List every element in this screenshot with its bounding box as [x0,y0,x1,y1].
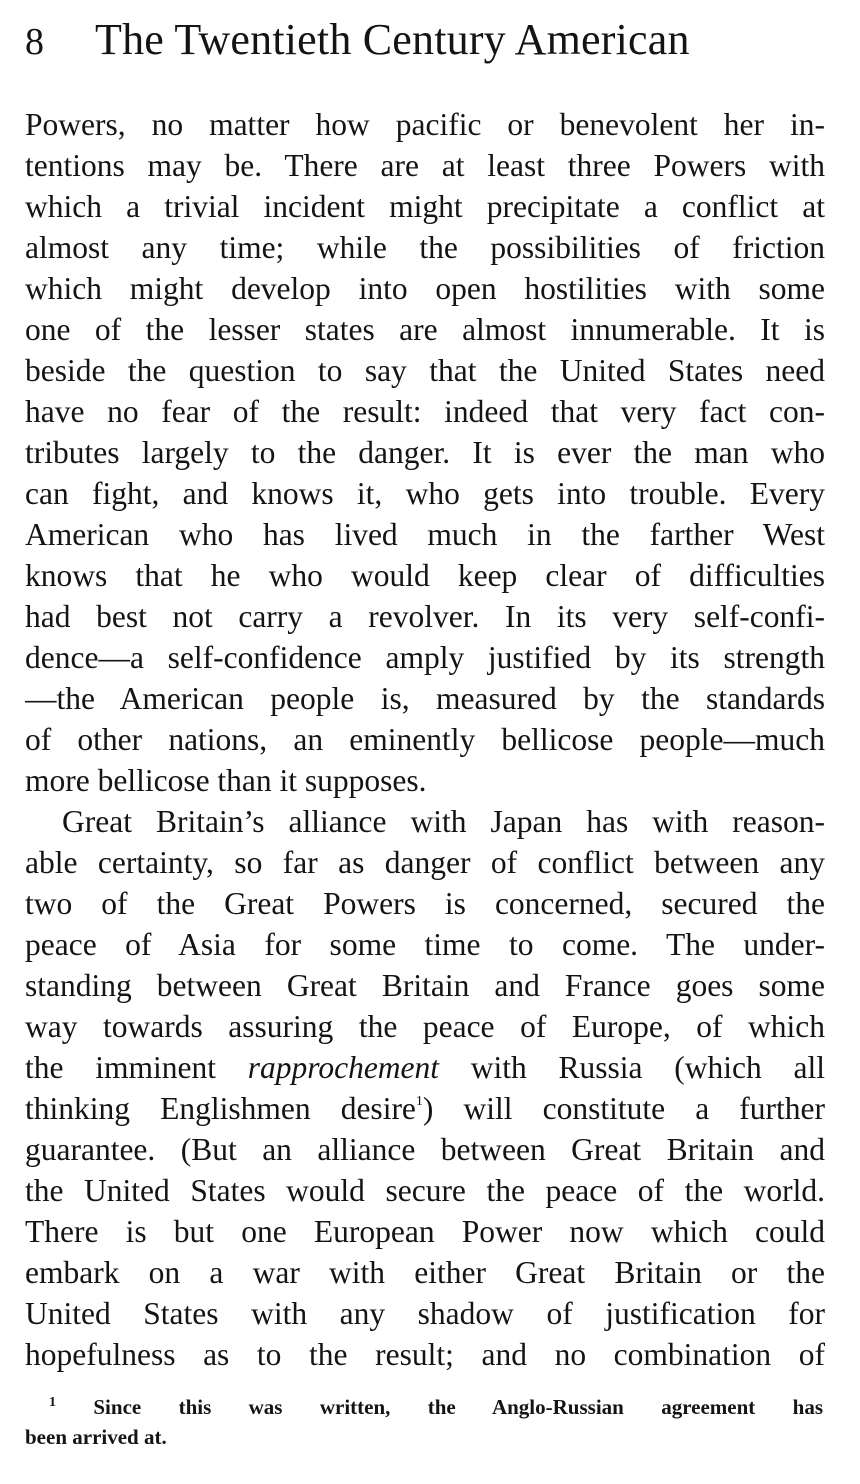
text-line: one of the lesser states are almost innumerable. It is [25,312,825,347]
text-line [25,1088,825,1129]
text-segment: ) will constitute a further [422,1091,825,1126]
text-line: had best not carry a revolver. In its very self-confi- [25,599,825,634]
text-line: two of the Great Powers is concerned, secured the [25,886,825,921]
text-line: American who has lived much in the farther West [25,517,825,552]
text-line: able certainty, so far as danger of conflict between any [25,845,825,880]
text-line [25,1047,825,1088]
footnote-marker: 1 [49,1395,56,1410]
text-line: tributes largely to the danger. It is ever the man who [25,435,825,470]
italic-term: rapprochement [247,1050,440,1085]
text-line: almost any time; while the possibilities of friction [25,230,825,265]
text-line: tentions may be. There are at least three Powers with [25,148,825,183]
text-line: beside the question to say that the United States need [25,353,825,388]
text-line: more bellicose than it supposes. [25,763,427,798]
text-line: guarantee. (But an alliance between Great Britain and [25,1132,825,1167]
text-line: hopefulness as to the result; and no combination of [25,1337,825,1372]
text-line: embark on a war with either Great Britain or the [25,1255,825,1290]
text-line: dence—a self-confidence amply justified by its strength [25,640,825,675]
text-line: can fight, and knows it, who gets into trouble. Every [25,476,825,511]
text-line: which might develop into open hostilities with some [25,271,825,306]
text-line: Powers, no matter how pacific or benevolent her in- [25,107,825,142]
text-segment: thinking Englishmen desire [25,1091,416,1126]
footnote-reference: 1 [415,1094,423,1109]
footnote-text: Since this was written, the Anglo-Russian agreement has [93,1395,823,1419]
text-segment: the imminent [25,1050,216,1085]
text-line: standing between Great Britain and France goes some [25,968,825,1003]
running-header [25,14,835,66]
paragraph-start-line: Great Britain’s alliance with Japan has with reason- [62,804,825,839]
text-line: United States with any shadow of justification for [25,1296,825,1331]
text-line: of other nations, an eminently bellicose people—much [25,722,825,757]
text-line: peace of Asia for some time to come. The under- [25,927,825,962]
text-line: the United States would secure the peace of the world. [25,1173,825,1208]
page-number: 8 [25,21,44,63]
footnote-line [25,1392,823,1422]
body-text [25,104,825,1375]
text-line: —the American people is, measured by the standards [25,681,825,716]
running-title: The Twentieth Century American [95,15,690,64]
text-line: have no fear of the result: indeed that very fact con- [25,394,825,429]
footnote-line: been arrived at. [25,1425,167,1449]
text-line: There is but one European Power now which could [25,1214,825,1249]
text-line: which a trivial incident might precipitate a conflict at [25,189,825,224]
footnote [25,1392,823,1452]
text-line: way towards assuring the peace of Europe, of which [25,1009,825,1044]
text-line: knows that he who would keep clear of difficulties [25,558,825,593]
text-segment: with Russia (which all [470,1050,825,1085]
